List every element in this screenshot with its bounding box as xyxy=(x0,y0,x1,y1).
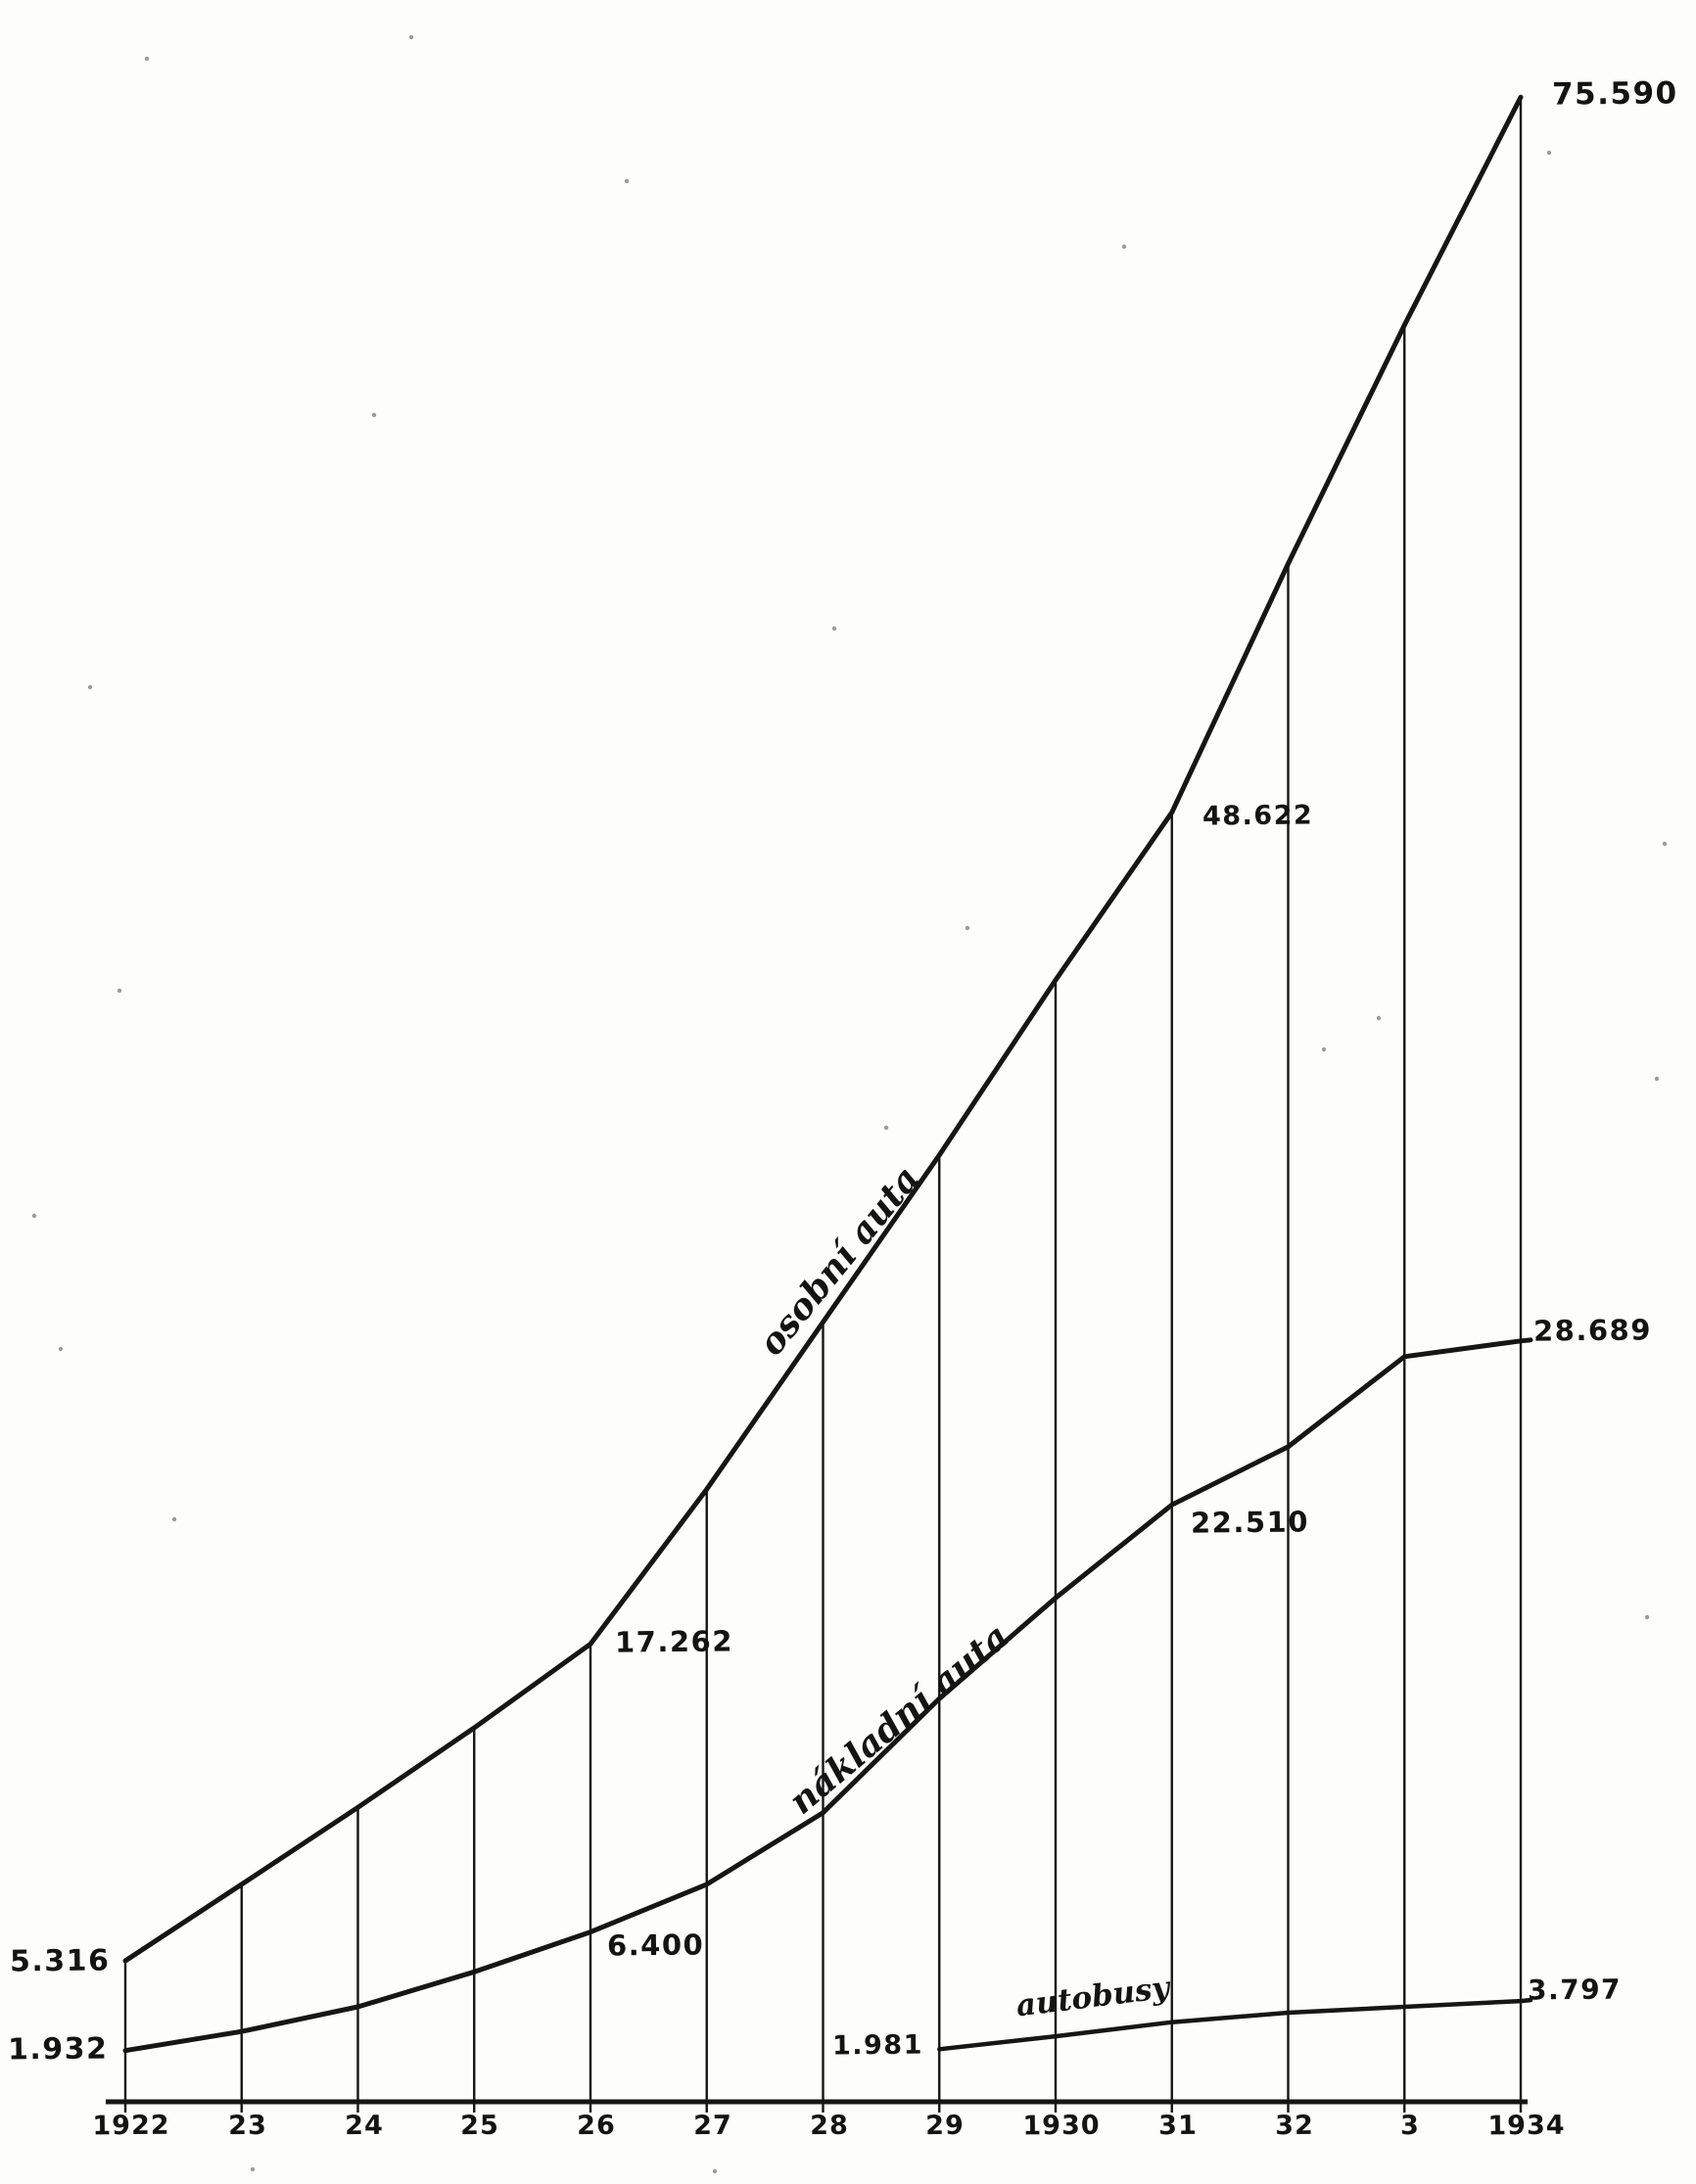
value-label-nakladni-auta-1931: 22.510 xyxy=(1190,1505,1310,1540)
tick-label-1923: 23 xyxy=(227,2110,267,2142)
tick-label-1929: 29 xyxy=(925,2110,966,2142)
tick-label-1932: 32 xyxy=(1274,2110,1314,2142)
value-label-autobusy-1929: 1.981 xyxy=(831,2029,924,2062)
tick-label-1928: 28 xyxy=(809,2110,849,2142)
tick-label-1927: 27 xyxy=(692,2110,732,2142)
tick-label-1926: 26 xyxy=(577,2110,616,2142)
series-label-osobni-auta: osobní auta xyxy=(750,1158,928,1364)
value-label-osobni-auta-1931: 48.622 xyxy=(1201,800,1314,832)
tick-label-1933: 3 xyxy=(1400,2110,1421,2142)
tick-label-1931: 31 xyxy=(1157,2110,1198,2142)
tick-label-1925: 25 xyxy=(460,2110,500,2142)
value-label-osobni-auta-1934: 75.590 xyxy=(1551,75,1678,113)
tick-label-1930: 1930 xyxy=(1022,2110,1101,2142)
series-line-nakladni-auta xyxy=(125,1340,1531,2051)
value-label-osobni-auta-1922: 5.316 xyxy=(9,1943,111,1979)
tick-label-1922: 1922 xyxy=(92,2110,170,2142)
value-label-nakladni-auta-1934: 28.689 xyxy=(1532,1313,1653,1348)
value-label-nakladni-auta-1926: 6.400 xyxy=(606,1928,705,1963)
tick-label-1924: 24 xyxy=(344,2110,384,2142)
value-label-osobni-auta-1926: 17.262 xyxy=(614,1624,734,1659)
series-label-autobusy: autobusy xyxy=(1013,1970,1172,2024)
tick-label-1934: 1934 xyxy=(1487,2110,1566,2142)
value-label-autobusy-1934: 3.797 xyxy=(1527,1973,1623,2007)
series-label-nakladni-auta: nákladní auta xyxy=(780,1615,1017,1823)
scan-speckles xyxy=(32,35,1667,2173)
value-label-nakladni-auta-1922: 1.932 xyxy=(7,2031,109,2068)
